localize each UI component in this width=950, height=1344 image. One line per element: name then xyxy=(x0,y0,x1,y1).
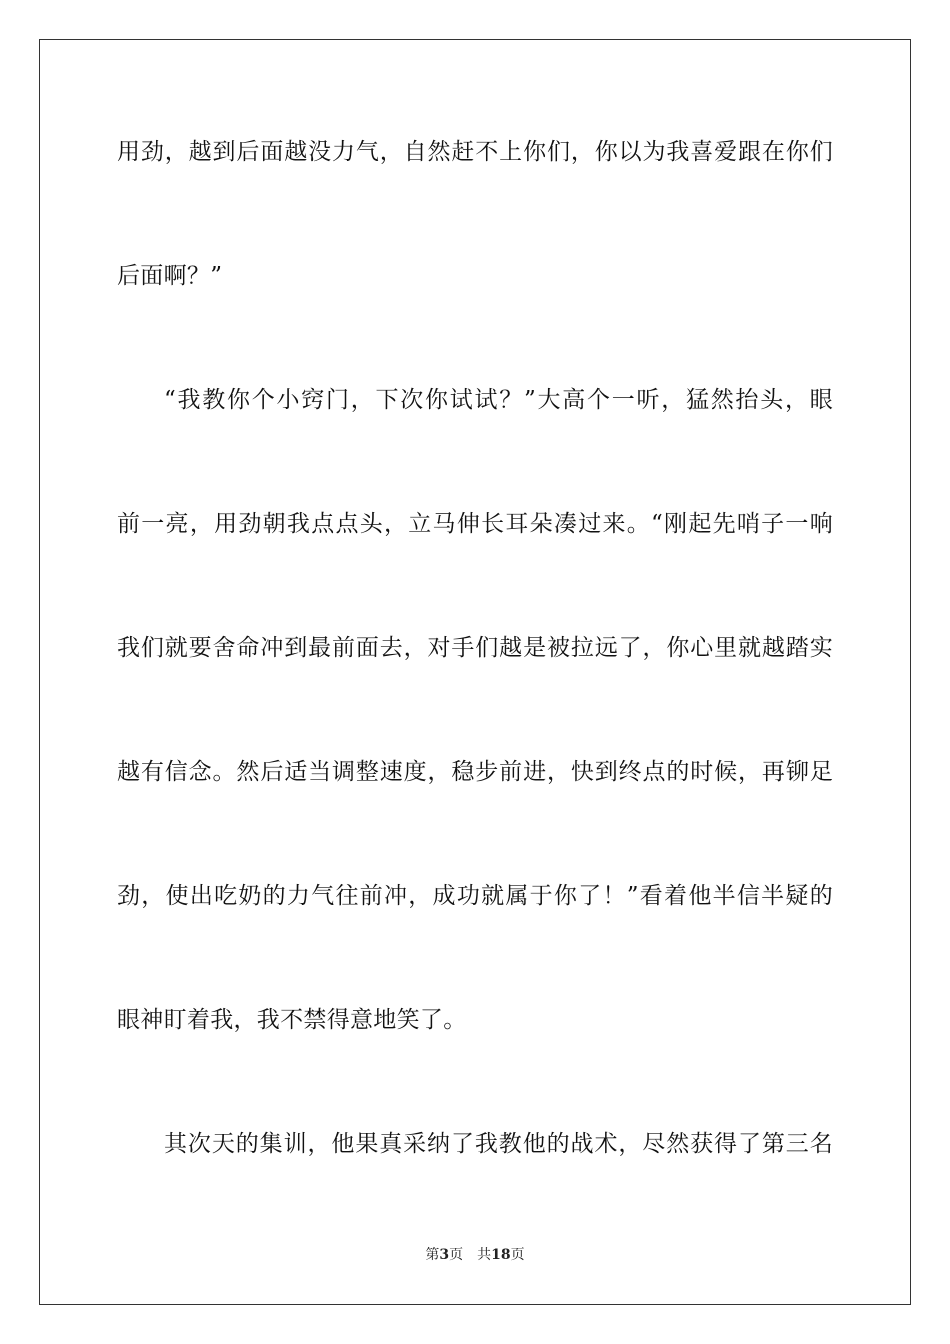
total-suffix: 页 xyxy=(510,1247,525,1263)
total-prefix: 共 xyxy=(477,1247,492,1263)
page-suffix: 页 xyxy=(449,1247,464,1263)
body-line-7: 劲，使出吃奶的力气往前冲，成功就属于你了！”看着他半信半疑的 xyxy=(117,883,833,909)
body-line-2: 后面啊？” xyxy=(117,263,223,289)
body-line-1: 用劲，越到后面越没力气，自然赶不上你们，你以为我喜爱跟在你们 xyxy=(117,139,833,165)
page-prefix: 第 xyxy=(425,1247,440,1263)
body-line-5: 我们就要舍命冲到最前面去，对手们越是被拉远了，你心里就越踏实 xyxy=(117,635,833,661)
page-current: 3 xyxy=(439,1247,450,1263)
body-line-4: 前一亮，用劲朝我点点头，立马伸长耳朵凑过来。“刚起先哨子一响 xyxy=(117,511,833,537)
body-line-8: 眼神盯着我，我不禁得意地笑了。 xyxy=(117,1007,467,1033)
page-footer xyxy=(0,1246,950,1264)
page-border xyxy=(39,39,911,1305)
body-line-9: 其次天的集训，他果真采纳了我教他的战术，尽然获得了第三名 xyxy=(164,1131,833,1157)
page-total: 18 xyxy=(491,1247,511,1263)
body-line-6: 越有信念。然后适当调整速度，稳步前进，快到终点的时候，再铆足 xyxy=(117,759,833,785)
body-line-3: “我教你个小窍门，下次你试试？”大高个一听，猛然抬头，眼 xyxy=(164,387,833,413)
